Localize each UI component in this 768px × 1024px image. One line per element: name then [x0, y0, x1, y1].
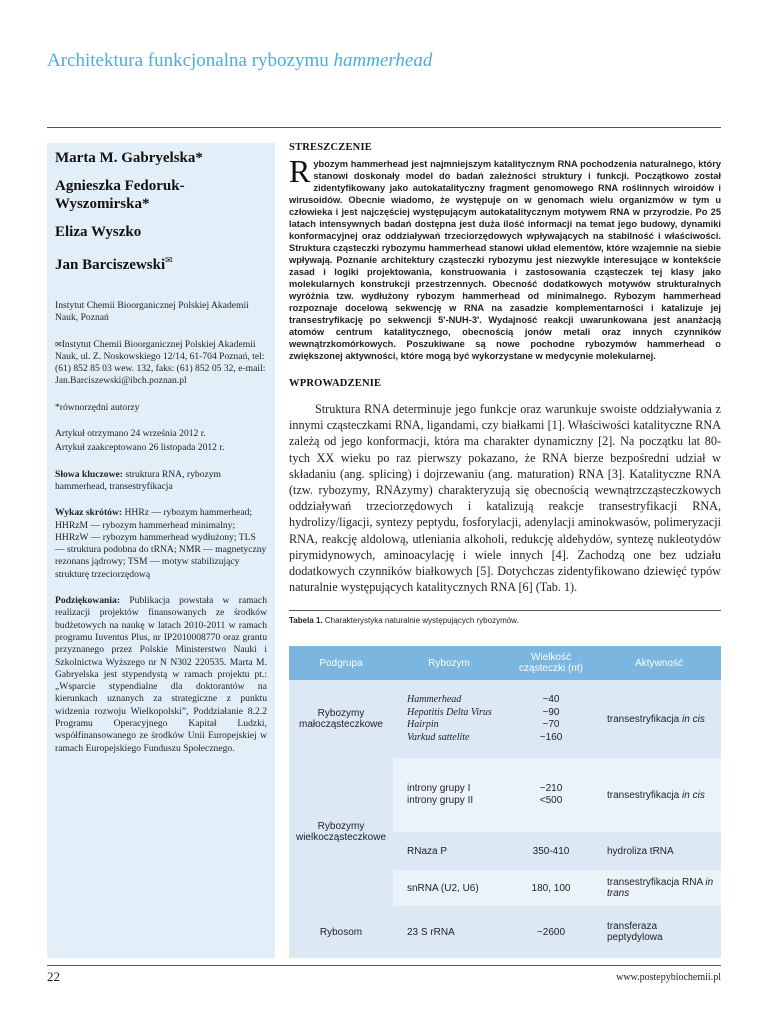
table-header-row	[289, 646, 721, 680]
table-cell-group: Rybozymy wielkocząsteczkowe	[289, 758, 393, 906]
author-name: Eliza Wyszko	[55, 224, 142, 240]
table-cell-ribozyme: Hammerhead Hepatitis Delta Virus Hairpin Varkud sattelite	[393, 680, 505, 758]
table-cell-ribozyme: snRNA (U2, U6)	[393, 870, 505, 906]
envelope-icon: ✉	[165, 255, 173, 265]
table-cell-activity: transferaza peptydylowa	[597, 906, 721, 958]
table-cell-activity: transestryfikacja in cis	[597, 680, 721, 758]
table-cell-ribozyme: introny grupy I introny grupy II	[393, 758, 505, 832]
page-number: 22	[47, 969, 60, 984]
table-rule	[289, 610, 721, 611]
article-title: Architektura funkcjonalna rybozymu hammerhead	[47, 50, 433, 71]
table-cell-ribozyme: 23 S rRNA	[393, 906, 505, 958]
equal-contribution-note: *równorzędni autorzy	[55, 401, 140, 413]
footer-rule	[47, 965, 721, 966]
table-caption: Tabela 1. Charakterystyka naturalnie występujących rybozymów.	[289, 616, 519, 626]
table-cell-activity: transestryfikacja in cis	[597, 758, 721, 832]
abstract-heading: STRESZCZENIE	[289, 142, 372, 153]
table-cell-group: Rybosom	[289, 906, 393, 958]
received-date: Artykuł otrzymano 24 września 2012 r.	[55, 428, 206, 440]
table-row	[289, 680, 721, 758]
table-cell-group: Rybozymy małocząsteczkowe	[289, 680, 393, 758]
author-name: Agnieszka Fedoruk-Wyszomirska*	[55, 178, 185, 212]
intro-paragraph: Struktura RNA determinuje jego funkcje oraz warunkuje swoiste oddziaływania z innymi cząsteczkami RNA, ligandami, czy białkami [1]. Właściwości katalityczne RNA zależą od jego konformacji, która ma charakter dynamiczny [2]. Na początku lat 80-tych XX wieku po raz pierwszy pokazano, że RNA bierze bezpośredni udział w składaniu (ang. splicing) i dojrzewaniu (ang. maturation) RNA [3]. Katalityczne RNA (tzw. rybozymy, RNAzymy) charakteryzują się obecnością wewnątrzcząsteczkowych oddziaływań trzeciorzędowych i katalizują reakcje transestryfikacji RNA, hydrolizy/ligacji, syntezy peptydu, fosforylacji, adenylacji aminokwasów, polimeryzacji RNA, reakcję aldolową, utleniania alkoholi, redukcję aldehydów, syntezę nukleotydów pirymidynowych, aminoacylację i wiele innych [4]. Zachodzą one bez udziału dodatkowych czynników białkowych [5]. Dotychczas zidentyfikowano dziewięć typów naturalnie występujących katalitycznych RNA [6] (Tab. 1).	[289, 402, 721, 595]
abbreviations: Wykaz skrótów: HHRz — rybozym hammerhead; HHRzM — rybozym hammerhead minimalny; HHRzW — rybozym hammerhead wydłużony; TLS — struktura podobna do tRNA; NMR — magnetyczny rezonans jądrowy; TSM — motyw stabilizujący strukturę trzeciorzędową	[55, 507, 267, 580]
journal-url: www.postepybiochemii.pl	[616, 972, 721, 983]
header-rule	[47, 127, 721, 128]
table-cell-size: ~2600	[505, 906, 597, 958]
accepted-date: Artykuł zaakceptowano 26 listopada 2012 r.	[55, 442, 225, 454]
ribozyme-table	[289, 646, 721, 958]
abstract-text: Rybozym hammerhead jest najmniejszym katalitycznym RNA pochodzenia naturalnego, który stanowi doskonały model do badań zależności struktury i funkcji. Początkowo został zidentyfikowany jako autokatalityczny fragment genomowego RNA roślinnych wiroidów i wirusoidów. Obecnie wiadomo, że występuje on w genomach wielu organizmów w tym u człowieka i jest najczęściej występującym autokatalitycznym motywem RNA w przyrodzie. Po 25 latach intensywnych badań dostępna jest duża ilość informacji na temat jego budowy, dynamiki konformacyjnej oraz oddziaływań trzeciorzędowych wpływających na stabilność i właściwości. Struktura cząsteczki rybozymu hammerhead stanowi układ elementów, które wzajemnie na siebie wpływają. Poznanie architektury cząsteczki rybozymu jest niezwykle interesujące w kontekście zasad i logiki projektowania, konstruowania i zastosowania cząsteczek tej klasy jako molekularnych konstrukcji przestrzennych. Obecność dodatkowych motywów strukturalnych wyróżnia tzw. wydłużony rybozym hammerhead od minimalnego. Rybozym hammerhead rozpoznaje docelową sekwencję w RNA na zasadzie komplementarności i katalizuje jej transestryfikację po sekwencji 5'-NUH-3'. Wydajność reakcji uwarunkowana jest ananżacją atomów centrum katalitycznego, obecnością jonów metali oraz innych czynników wewnątrzkomórkowych. Poszukiwane są nowe pochodne rybozymów hammerhead o zwiększonej aktywności, które mogą być wykorzystane w medycynie molekularnej.	[289, 153, 721, 361]
contact-info: ✉Instytut Chemii Bioorganicznej Polskiej Akademii Nauk, ul. Z. Noskowskiego 12/14, 61-704 Poznań, tel: (61) 852 85 03 wew. 132, faks: (61) 852 05 32, e-mail: Jan.Barciszewski@ibch.poznan.pl	[55, 338, 266, 387]
table-row	[289, 758, 721, 832]
table-cell-size: ~210 <500	[505, 758, 597, 832]
table-header: Wielkość cząsteczki (nt)	[505, 646, 597, 680]
table-header: Rybozym	[393, 646, 505, 680]
acknowledgements: Podziękowania: Publikacja powstała w ramach realizacji projektów finansowanych ze środków budżetowych na naukę w latach 2010-2011 w ramach programu Iuventus Plus, nr IP2010008770 oraz grantu przyznanego przez Polskie Ministerstwo Nauki i Szkolnictwa Wyższego nr N N302 220535. Marta M. Gabryelska jest stypendystą w ramach projektu pt.: „Wsparcie stypendialne dla doktorantów na kierunkach uznanych za strategiczne z punktu widzenia rozwoju Wielkopolski”, Poddziałanie 8.2.2 Programu Operacyjnego Kapitał Ludzki, współfinansowanego ze środków Unii Europejskiej w ramach Europejskiego Funduszu Społecznego.	[55, 595, 267, 754]
table-cell-ribozyme: RNaza P	[393, 832, 505, 870]
table-cell-size: ~40 ~90 ~70 ~160	[505, 680, 597, 758]
keywords: Słowa kluczowe: strukturа RNA, rybozym hammerhead, transestryfikacja	[55, 468, 222, 492]
table-header: Aktywność	[597, 646, 721, 680]
table-cell-activity: hydroliza tRNA	[597, 832, 721, 870]
author-sidebar	[47, 143, 275, 958]
table-cell-size: 180, 100	[505, 870, 597, 906]
envelope-icon: ✉	[55, 339, 62, 349]
affiliation: Instytut Chemii Bioorganicznej Polskiej Akademii Nauk, Poznań	[55, 300, 249, 324]
author-name-corresponding: Jan Barciszewski✉	[55, 255, 173, 273]
main-column	[289, 142, 721, 625]
table-cell-activity: transestryfikacja RNA in trans	[597, 870, 721, 906]
table-row	[289, 906, 721, 958]
author-name: Marta M. Gabryelska*	[55, 150, 203, 166]
table-header: Podgrupa	[289, 646, 393, 680]
intro-heading: WPROWADZENIE	[289, 378, 382, 389]
drop-cap: R	[289, 153, 311, 189]
table-cell-size: 350-410	[505, 832, 597, 870]
